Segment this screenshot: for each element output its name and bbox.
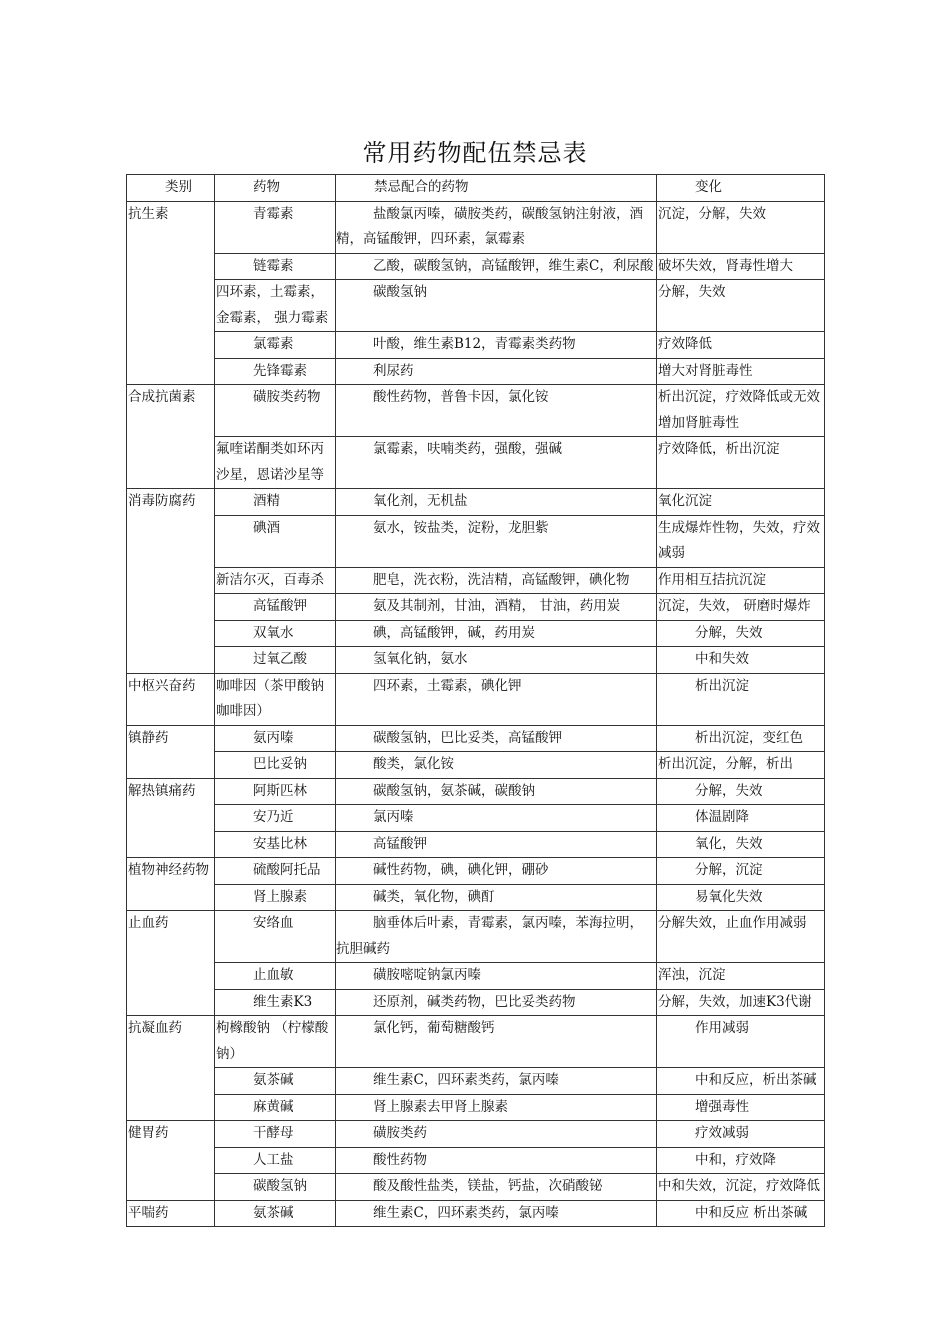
forbidden-cell <box>336 778 657 805</box>
forbidden-text: 乙酸，碳酸氢钠，高锰酸钾，维生素C，利尿酸 <box>373 257 654 274</box>
forbidden-cell <box>336 1068 657 1095</box>
forbidden-text: 高锰酸钾 <box>373 835 427 852</box>
forbidden-cell <box>336 911 657 963</box>
change-cell: 中和，疗效降 <box>657 1147 825 1174</box>
category-cell: 植物神经药物 <box>127 858 215 911</box>
forbidden-cell <box>336 358 657 385</box>
change-cell: 氧化，失效 <box>657 831 825 858</box>
forbidden-text: 氯化钙，葡萄糖酸钙 <box>373 1020 495 1036</box>
forbidden-cell <box>336 1147 657 1174</box>
forbidden-cell <box>336 594 657 621</box>
forbidden-text: 酸性药物 <box>373 1151 427 1168</box>
table-row <box>127 778 825 805</box>
drug-cell: 先锋霉素 <box>215 358 336 385</box>
forbidden-cell <box>336 1016 657 1068</box>
change-cell: 分解，失效 <box>657 778 825 805</box>
category-cell: 抗凝血药 <box>127 1016 215 1121</box>
table-row <box>127 1147 825 1174</box>
drug-cell: 麻黄碱 <box>215 1094 336 1121</box>
forbidden-cell <box>336 858 657 885</box>
forbidden-cell <box>336 515 657 567</box>
change-cell: 中和失效，沉淀，疗效降低 <box>657 1174 825 1201</box>
drug-cell: 阿斯匹林 <box>215 778 336 805</box>
forbidden-cell <box>336 280 657 332</box>
change-cell: 疗效降低，析出沉淀 <box>657 437 825 489</box>
table-row <box>127 437 825 489</box>
header-change: 变化 <box>657 175 825 202</box>
header-drug: 药物 <box>215 175 336 202</box>
category-cell: 抗生素 <box>127 201 215 385</box>
change-cell: 增强毒性 <box>657 1094 825 1121</box>
change-cell: 析出沉淀，疗效降低或无效增加肾脏毒性 <box>657 385 825 437</box>
change-cell: 分解，失效 <box>657 280 825 332</box>
table-row <box>127 253 825 280</box>
drug-cell: 人工盐 <box>215 1147 336 1174</box>
drug-cell: 氟喹诺酮类如环丙沙星，恩诺沙星等 <box>215 437 336 489</box>
forbidden-cell <box>336 725 657 752</box>
forbidden-cell <box>336 647 657 674</box>
table-row <box>127 1174 825 1201</box>
forbidden-cell <box>336 831 657 858</box>
category-cell: 中枢兴奋药 <box>127 673 215 725</box>
table-row <box>127 1068 825 1095</box>
table-row <box>127 1094 825 1121</box>
drug-cell: 枸橼酸钠 （柠檬酸钠） <box>215 1016 336 1068</box>
forbidden-text: 氢氧化钠，氨水 <box>373 651 468 667</box>
table-row <box>127 332 825 359</box>
table-row <box>127 280 825 332</box>
forbidden-text: 酸类，氯化铵 <box>373 756 454 772</box>
forbidden-text: 氨水，铵盐类，淀粉，龙胆紫 <box>373 519 549 536</box>
change-cell: 生成爆炸性物，失效，疗效减弱 <box>657 515 825 567</box>
drug-cell: 干酵母 <box>215 1121 336 1148</box>
header-category: 类别 <box>127 175 215 202</box>
forbidden-text: 碳酸氢钠，氨茶碱，碳酸钠 <box>373 782 535 799</box>
drug-cell: 青霉素 <box>215 201 336 253</box>
forbidden-text: 碱性药物，碘，碘化钾，硼砂 <box>373 862 549 878</box>
forbidden-text: 酸及酸性盐类，镁盐，钙盐，次硝酸铋 <box>373 1178 603 1194</box>
forbidden-cell <box>336 620 657 647</box>
table-row <box>127 358 825 385</box>
change-cell: 析出沉淀，变红色 <box>657 725 825 752</box>
change-cell: 析出沉淀 <box>657 673 825 725</box>
table-row <box>127 620 825 647</box>
table-row <box>127 515 825 567</box>
change-cell: 氧化沉淀 <box>657 489 825 516</box>
change-cell: 破坏失效，肾毒性增大 <box>657 253 825 280</box>
table-row <box>127 1016 825 1068</box>
change-cell: 析出沉淀，分解，析出 <box>657 752 825 779</box>
drug-cell: 安基比林 <box>215 831 336 858</box>
change-cell: 增大对肾脏毒性 <box>657 358 825 385</box>
forbidden-cell <box>336 884 657 911</box>
drug-cell: 氯霉素 <box>215 332 336 359</box>
forbidden-cell <box>336 253 657 280</box>
category-cell: 合成抗菌素 <box>127 385 215 489</box>
table-row <box>127 805 825 832</box>
forbidden-cell <box>336 1121 657 1148</box>
change-cell: 分解失效，止血作用减弱 <box>657 911 825 963</box>
change-cell: 体温剧降 <box>657 805 825 832</box>
drug-cell: 咖啡因（茶甲酸钠咖啡因） <box>215 673 336 725</box>
table-row <box>127 567 825 594</box>
forbidden-cell <box>336 437 657 489</box>
forbidden-text: 肾上腺素去甲肾上腺素 <box>373 1098 508 1115</box>
forbidden-text: 磺胺嘧啶钠氯丙嗪 <box>373 967 481 983</box>
table-row <box>127 989 825 1016</box>
change-cell: 中和反应，析出茶碱 <box>657 1068 825 1095</box>
forbidden-text: 脑垂体后叶素，青霉素，氯丙嗪，苯海拉明，抗胆碱药 <box>336 915 643 957</box>
forbidden-text: 还原剂，碱类药物，巴比妥类药物 <box>373 993 576 1010</box>
drug-cell: 氨茶碱 <box>215 1200 336 1227</box>
forbidden-text: 叶酸，维生素B12，青霉素类药物 <box>373 336 576 352</box>
drug-cell: 氨丙嗪 <box>215 725 336 752</box>
forbidden-cell <box>336 1200 657 1227</box>
category-cell: 健胃药 <box>127 1121 215 1201</box>
drug-cell: 链霉素 <box>215 253 336 280</box>
forbidden-text: 盐酸氯丙嗪，磺胺类药，碳酸氢钠注射液，酒精，高锰酸钾，四环素，氯霉素 <box>336 205 643 247</box>
page-title: 常用药物配伍禁忌表 <box>362 139 588 167</box>
table-row <box>127 1200 825 1227</box>
forbidden-cell <box>336 963 657 990</box>
drug-cell: 安乃近 <box>215 805 336 832</box>
category-cell: 止血药 <box>127 911 215 1016</box>
drug-cell: 止血敏 <box>215 963 336 990</box>
forbidden-cell <box>336 752 657 779</box>
forbidden-text: 氯丙嗪 <box>373 809 414 825</box>
drug-cell: 高锰酸钾 <box>215 594 336 621</box>
category-cell: 镇静药 <box>127 725 215 778</box>
drug-cell: 肾上腺素 <box>215 884 336 911</box>
drug-cell: 双氧水 <box>215 620 336 647</box>
table-row <box>127 963 825 990</box>
forbidden-text: 碳酸氢钠，巴比妥类，高锰酸钾 <box>373 729 562 746</box>
table-row <box>127 752 825 779</box>
forbidden-cell <box>336 1094 657 1121</box>
drug-cell: 四环素，土霉素，金霉素， 强力霉素 <box>215 280 336 332</box>
change-cell: 分解，沉淀 <box>657 858 825 885</box>
drug-cell: 维生素K3 <box>215 989 336 1016</box>
change-cell: 中和失效 <box>657 647 825 674</box>
forbidden-text: 碘，高锰酸钾，碱，药用炭 <box>373 624 535 641</box>
change-cell: 中和反应 析出茶碱 <box>657 1200 825 1227</box>
category-cell: 解热镇痛药 <box>127 778 215 858</box>
forbidden-text: 肥皂，洗衣粉，洗洁精，高锰酸钾，碘化物 <box>373 571 630 588</box>
drug-cell: 巴比妥钠 <box>215 752 336 779</box>
drug-cell: 过氧乙酸 <box>215 647 336 674</box>
table-row <box>127 594 825 621</box>
table-row <box>127 1121 825 1148</box>
forbidden-text: 酸性药物，普鲁卡因，氯化铵 <box>373 389 549 405</box>
table-row <box>127 858 825 885</box>
forbidden-cell <box>336 332 657 359</box>
forbidden-cell <box>336 489 657 516</box>
drug-cell: 硫酸阿托品 <box>215 858 336 885</box>
category-cell: 消毒防腐药 <box>127 489 215 674</box>
forbidden-cell <box>336 201 657 253</box>
header-forbidden: 禁忌配合的药物 <box>336 175 657 202</box>
forbidden-cell <box>336 805 657 832</box>
table-row <box>127 884 825 911</box>
table-row <box>127 489 825 516</box>
drug-cell: 氨茶碱 <box>215 1068 336 1095</box>
category-cell: 平喘药 <box>127 1200 215 1227</box>
change-cell: 浑浊，沉淀 <box>657 963 825 990</box>
table-row <box>127 911 825 963</box>
drug-cell: 碘酒 <box>215 515 336 567</box>
forbidden-text: 利尿药 <box>373 362 414 379</box>
drug-cell: 安络血 <box>215 911 336 963</box>
change-cell: 疗效减弱 <box>657 1121 825 1148</box>
forbidden-text: 维生素C，四环素类药，氯丙嗪 <box>373 1204 559 1221</box>
table-row <box>127 201 825 253</box>
change-cell: 作用相互拮抗沉淀 <box>657 567 825 594</box>
table-row <box>127 647 825 674</box>
change-cell: 分解，失效，加速K3代谢 <box>657 989 825 1016</box>
drug-incompatibility-table <box>126 174 825 1227</box>
forbidden-cell <box>336 567 657 594</box>
drug-cell: 酒精 <box>215 489 336 516</box>
drug-cell: 磺胺类药物 <box>215 385 336 437</box>
forbidden-text: 碳酸氢钠 <box>373 284 427 300</box>
forbidden-text: 氧化剂，无机盐 <box>373 493 468 509</box>
table-row <box>127 831 825 858</box>
drug-cell: 碳酸氢钠 <box>215 1174 336 1201</box>
forbidden-text: 磺胺类药 <box>373 1125 427 1141</box>
forbidden-text: 碱类，氧化物，碘酊 <box>373 888 495 905</box>
forbidden-cell <box>336 1174 657 1201</box>
forbidden-text: 维生素C，四环素类药，氯丙嗪 <box>373 1072 559 1088</box>
change-cell: 沉淀，失效， 研磨时爆炸 <box>657 594 825 621</box>
forbidden-cell <box>336 385 657 437</box>
forbidden-text: 四环素，土霉素，碘化钾 <box>373 677 522 694</box>
change-cell: 疗效降低 <box>657 332 825 359</box>
forbidden-text: 氯霉素，呋喃类药，强酸，强碱 <box>373 441 562 457</box>
table-row <box>127 385 825 437</box>
change-cell: 作用减弱 <box>657 1016 825 1068</box>
forbidden-text: 氨及其制剂，甘油，酒精， 甘油，药用炭 <box>373 598 621 614</box>
forbidden-cell <box>336 673 657 725</box>
change-cell: 沉淀，分解，失效 <box>657 201 825 253</box>
forbidden-cell <box>336 989 657 1016</box>
drug-cell: 新洁尔灭，百毒杀 <box>215 567 336 594</box>
change-cell: 分解，失效 <box>657 620 825 647</box>
table-row <box>127 673 825 725</box>
table-header-row <box>127 175 825 202</box>
change-cell: 易氧化失效 <box>657 884 825 911</box>
table-row <box>127 725 825 752</box>
